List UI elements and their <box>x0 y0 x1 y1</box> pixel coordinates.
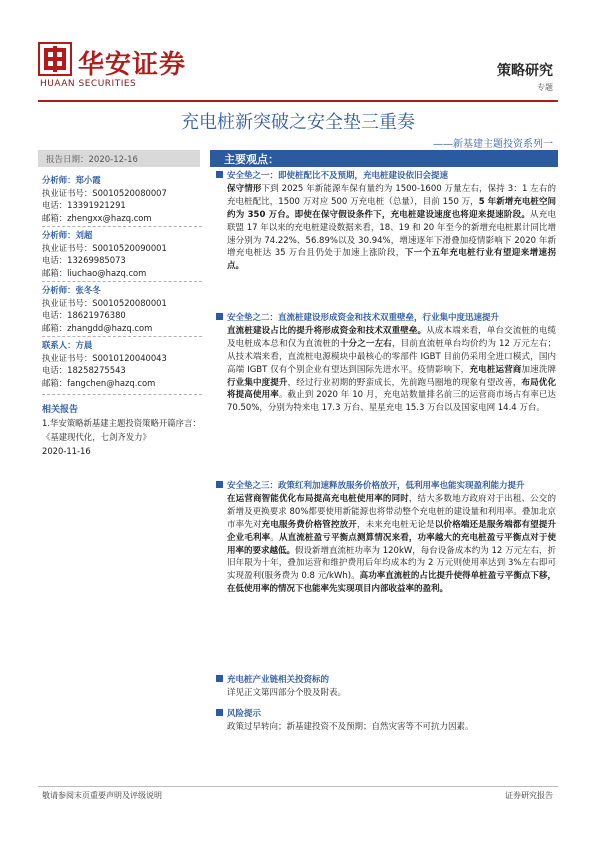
analyst-phone: 电话：13391921291 <box>42 200 126 211</box>
related-report-text: 1.华安策略新基建主题投资策略开篇序言：《基建现代化，七剑齐发力》 <box>42 418 201 442</box>
section-heading-text: 充电桩产业链相关投资标的 <box>227 675 330 685</box>
report-subtype: 专题 <box>537 83 553 92</box>
section-safety-1 <box>216 170 556 273</box>
section-paragraph: 详见正文第四部分个股及附表。 <box>227 687 347 698</box>
body-text: 假设新增直流桩功率为 120kW，每台设备成本约为 12 万元左右，折旧年限为十年，叠加运营和维护费用后年均成本约为 2 万元则使用率达到 3%左右即可实现盈利(服务费为 0.8 元/kWh)。 <box>227 545 556 582</box>
contact-title: 联系人：方晨 <box>42 340 93 350</box>
bold-text: 充电服务费价格管控放开 <box>261 519 357 530</box>
divider <box>42 281 202 282</box>
section-heading <box>216 708 556 721</box>
analyst-email[interactable]: 邮箱：zhangdd@hazq.com <box>42 322 153 333</box>
section-safety-3 <box>216 480 556 596</box>
body-text: 下到 2025 年新能源车保有量约为 1500-1600 万量左右，保持 3：1 左右的充电桩配比，1500 万对应 500 万充电桩（总量），目前 150 万， <box>227 183 556 207</box>
contact-email[interactable]: 邮箱：fangchen@hazq.com <box>42 377 156 388</box>
square-bullet-icon <box>216 709 223 716</box>
section-paragraph <box>216 183 556 273</box>
bold-text: 以价格端还是服务端都有望提升企业毛利率 <box>227 519 556 543</box>
body-text: ，目前直流桩单台均价约为 12 万元左右；从技术端来看，直流桩电源模块中最核心的零部件 IGBT 目前仍采用全进口模式，国内高端 IGBT 仅有个别企业有望达到国际先进水平。疫情影响下， <box>227 338 556 375</box>
analyst-title: 分析师：刘超 <box>42 230 93 240</box>
bold-text: 十分之一左右 <box>339 338 392 349</box>
contact-phone: 电话：18258275543 <box>42 365 126 376</box>
square-bullet-icon <box>216 313 223 320</box>
report-subtitle: ——新基建主题投资系列一 <box>433 139 553 150</box>
analyst-license: 执业证书号：S0010520080007 <box>42 187 167 198</box>
bold-text: 在运营商智能优化布局提高充电桩使用率的同时 <box>227 493 409 504</box>
logo-mark-icon <box>38 42 72 76</box>
section-heading <box>216 480 556 493</box>
section-safety-2 <box>216 312 556 415</box>
bold-text: 下一个五年充电桩行业有望迎来增速拐点。 <box>227 248 556 272</box>
footer-divider <box>38 786 558 787</box>
report-date: 报告日期：2020-12-16 <box>38 150 200 167</box>
analyst-block <box>42 284 202 334</box>
logo-text: 华安证券 <box>78 50 187 80</box>
analyst-phone: 电话：18621976380 <box>42 310 126 321</box>
contact-license: 执业证书号：S0010120040043 <box>42 352 167 363</box>
body-text: ，经过行业初期的野蛮成长，先前跑马圈地的现象有望改善， <box>287 377 522 388</box>
square-bullet-icon <box>216 675 223 682</box>
bold-text: 布局优化将提高使用率 <box>227 377 556 401</box>
section-paragraph <box>216 325 556 415</box>
bold-text: 保守情形 <box>227 183 262 194</box>
body-text: 从充电联盟 17 年以来的充电桩建设数据来看，18、19 和 20 年至今的新增充电桩累计同比增速分别为 74.22%、56.89%以及 30.94%，增速逐年下滑叠加疫情影响下 2020 年新增充电桩达 35 万台且仍处于加速上涨阶段， <box>227 209 556 259</box>
square-bullet-icon <box>216 481 223 488</box>
analyst-email[interactable]: 邮箱：zhengxx@hazq.com <box>42 212 152 223</box>
divider <box>42 226 202 227</box>
report-title: 充电桩新突破之安全垫三重奏 <box>181 112 415 133</box>
bold-text: 5 年新增充电桩空间约为 350 万台。即使在保守假设条件下，充电桩建设速度也将迎来提速阶段。 <box>227 196 557 220</box>
bold-text: 直流桩建设占比的提升将形成资金和技术双重壁垒。 <box>227 325 427 336</box>
section-heading <box>216 312 556 325</box>
logo-english: HUAAN SECURITIES <box>40 79 137 89</box>
section-heading-text: 安全垫之二：直流桩建设形成资金和技术双重壁垒，行业集中度迅速提升 <box>227 313 500 323</box>
contact-block <box>42 339 202 389</box>
analyst-block <box>42 229 202 279</box>
related-report-date: 2020-11-16 <box>42 446 91 456</box>
section-heading-text: 安全垫之一：即使桩配比不及预期，充电桩建设依旧会提速 <box>227 171 449 181</box>
body-text: ，结大多数地方政府对于出租、公交的新增及更换要求 80%都要使用新能源也将带动整个充电桩的建设量和利用率。叠加北京市率先对 <box>227 493 556 530</box>
section-heading-text: 安全垫之三：政策红利加速释放服务价格放开，低利用率也能实现盈利能力提升 <box>227 481 525 491</box>
analyst-email[interactable]: 邮箱：liuchao@hazq.com <box>42 267 147 278</box>
header-divider <box>38 100 558 102</box>
bold-text: 行业集中度提升 <box>227 377 288 388</box>
analyst-phone: 电话：13269985073 <box>42 255 126 266</box>
section-targets <box>216 674 556 700</box>
section-heading-text: 风险提示 <box>227 709 262 719</box>
section-paragraph <box>216 493 556 596</box>
section-heading <box>216 170 556 183</box>
section-paragraph: 政策过早转向；新基建投资不及预期；自然灾害等不可抗力因素。 <box>227 721 474 732</box>
divider <box>42 336 202 337</box>
main-points-title: 主要观点： <box>224 153 279 166</box>
footer-disclaimer: 敬请参阅末页重要声明及评级说明 <box>42 791 162 800</box>
body-text: 从成本端来看，单台交流桩的电缆及电桩成本总和仅为直流桩的 <box>227 325 556 349</box>
related-report-item[interactable] <box>42 416 202 458</box>
section-risks <box>216 708 556 734</box>
footer-label: 证券研究报告 <box>505 791 553 800</box>
divider <box>42 394 202 395</box>
body-text: ，未来充电桩无论是 <box>356 519 435 530</box>
bold-text: 充电桩运营商 <box>469 364 522 375</box>
analyst-title: 分析师：张冬冬 <box>42 285 101 295</box>
bold-text: 高功率直流桩的占比提升使得单桩盈亏平衡点下移，在低使用率的情况下也能率先实现项目内部收益率的盈利。 <box>227 571 556 595</box>
company-logo <box>38 42 188 96</box>
analyst-block <box>42 174 202 224</box>
bold-text: 从直流桩盈亏平衡点测算情况来看，功率越大的充电桩盈亏平衡点对于使用率的要求越低。 <box>227 532 556 556</box>
analyst-title: 分析师：郑小霞 <box>42 175 101 185</box>
analyst-license: 执业证书号：S0010520080001 <box>42 297 167 308</box>
analyst-license: 执业证书号：S0010520090001 <box>42 242 167 253</box>
body-text: 。截止到 2020 年 10 月，充电站数量排名前三的运营商市场占有率已达 70.50%，分别为特来电 17.3 万台、星星充电 15.3 万台以及国家电网 14.4 万台。 <box>227 390 556 414</box>
body-text: 。 <box>270 532 279 543</box>
body-text: 加速洗牌 <box>521 364 556 375</box>
square-bullet-icon <box>216 171 223 178</box>
related-reports-title: 相关报告 <box>42 405 79 415</box>
section-heading <box>216 674 556 687</box>
report-type: 策略研究 <box>497 63 553 79</box>
